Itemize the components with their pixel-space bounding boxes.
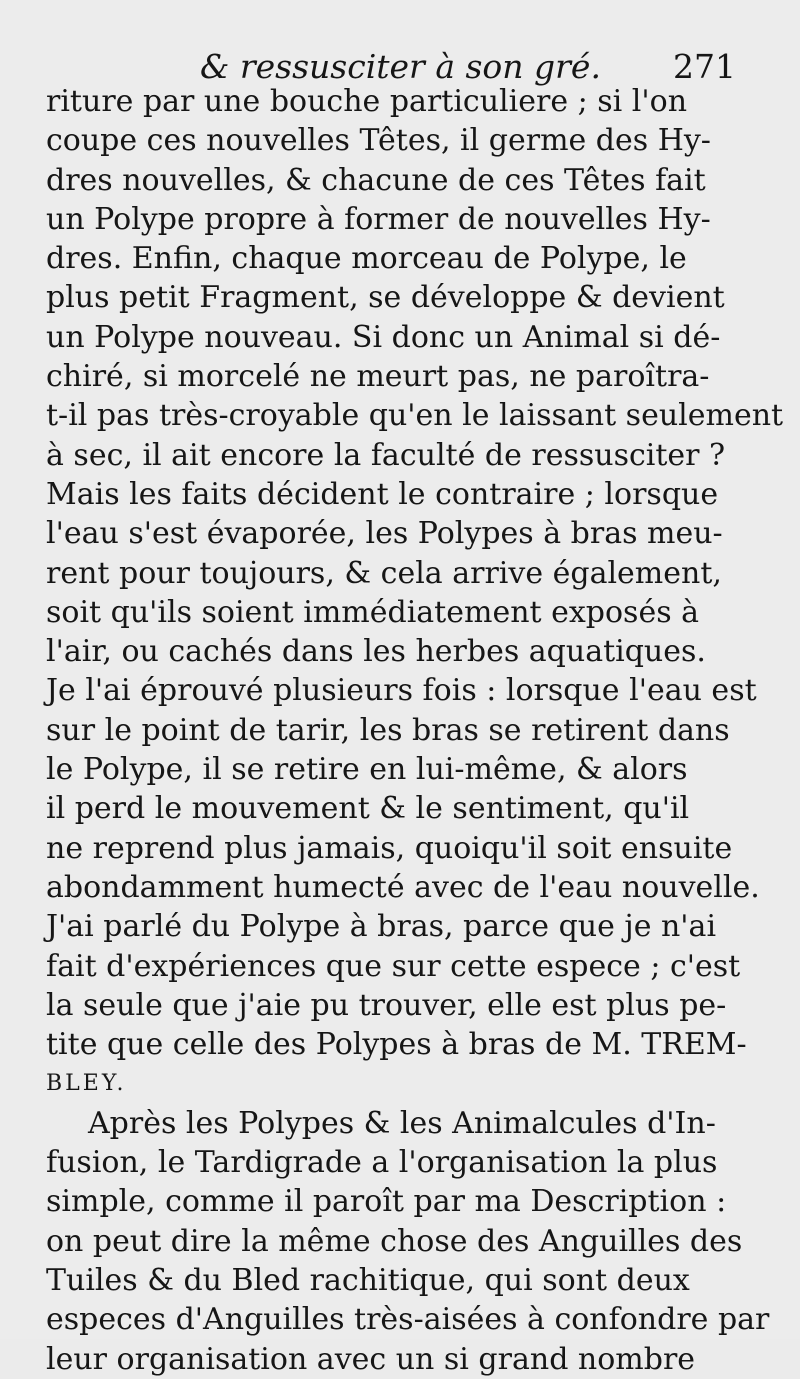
text-line: le Polype, il se retire en lui-même, & alors	[46, 752, 688, 788]
text-line: t-il pas très-croyable qu'en le laissant seulement	[46, 398, 784, 434]
text-line: soit qu'ils soient immédiatement exposés à	[46, 594, 700, 630]
text-line: chiré, si morcelé ne meurt pas, ne paroîtra-	[46, 359, 710, 395]
text-line: plus petit Fragment, se développe & devient	[46, 280, 725, 316]
text-line: simple, comme il paroît par ma Description :	[46, 1184, 727, 1220]
text-line: à sec, il ait encore la faculté de ressusciter ?	[46, 437, 726, 473]
text-line: Après les Polypes & les Animalcules d'In-	[88, 1105, 716, 1141]
text-line: riture par une bouche particuliere ; si l'on	[46, 84, 688, 119]
text-line: abondamment humecté avec de l'eau nouvelle.	[46, 869, 760, 905]
text-line: Mais les faits décident le contraire ; lorsque	[46, 476, 719, 512]
running-head: & ressusciter à son gré.	[200, 47, 601, 86]
text-line: especes d'Anguilles très-aisées à confondre par	[46, 1302, 770, 1338]
text-line: rent pour toujours, & cela arrive également,	[46, 555, 722, 591]
text-line: dres nouvelles, & chacune de ces Têtes fait	[46, 162, 706, 198]
text-line: leur organisation avec un si grand nombre	[46, 1341, 696, 1377]
text-line: Je l'ai éprouvé plusieurs fois : lorsque l'eau est	[46, 673, 757, 709]
text-line: coupe ces nouvelles Têtes, il germe des Hy-	[46, 123, 711, 159]
text-line: fusion, le Tardigrade a l'organisation la plus	[46, 1145, 718, 1181]
text-line: l'air, ou cachés dans les herbes aquatiques.	[46, 634, 706, 670]
text-line: tite que celle des Polypes à bras de M. TREM-	[46, 1027, 747, 1063]
text-line: sur le point de tarir, les bras se retirent dans	[46, 712, 730, 748]
text-line: dres. Enfin, chaque morceau de Polype, le	[46, 241, 687, 277]
text-line: Tuiles & du Bled rachitique, qui sont deux	[46, 1262, 690, 1298]
text-line: fait d'expériences que sur cette espece ; c'est	[46, 948, 741, 984]
page-number: 271	[673, 47, 736, 86]
text-line: on peut dire la même chose des Anguilles des	[46, 1223, 743, 1259]
text-line: un Polype nouveau. Si donc un Animal si dé-	[46, 319, 721, 355]
text-line: BLEY.	[46, 1071, 127, 1097]
text-line: l'eau s'est évaporée, les Polypes à bras meu-	[46, 516, 723, 552]
text-line: il perd le mouvement & le sentiment, qu'il	[46, 791, 690, 827]
text-line: la seule que j'aie pu trouver, elle est plus pe-	[46, 987, 727, 1023]
text-line: ne reprend plus jamais, quoiqu'il soit ensuite	[46, 830, 733, 866]
text-line: un Polype propre à former de nouvelles Hy-	[46, 201, 711, 237]
text-line: J'ai parlé du Polype à bras, parce que je n'ai	[46, 909, 717, 945]
body-text	[46, 82, 784, 1379]
